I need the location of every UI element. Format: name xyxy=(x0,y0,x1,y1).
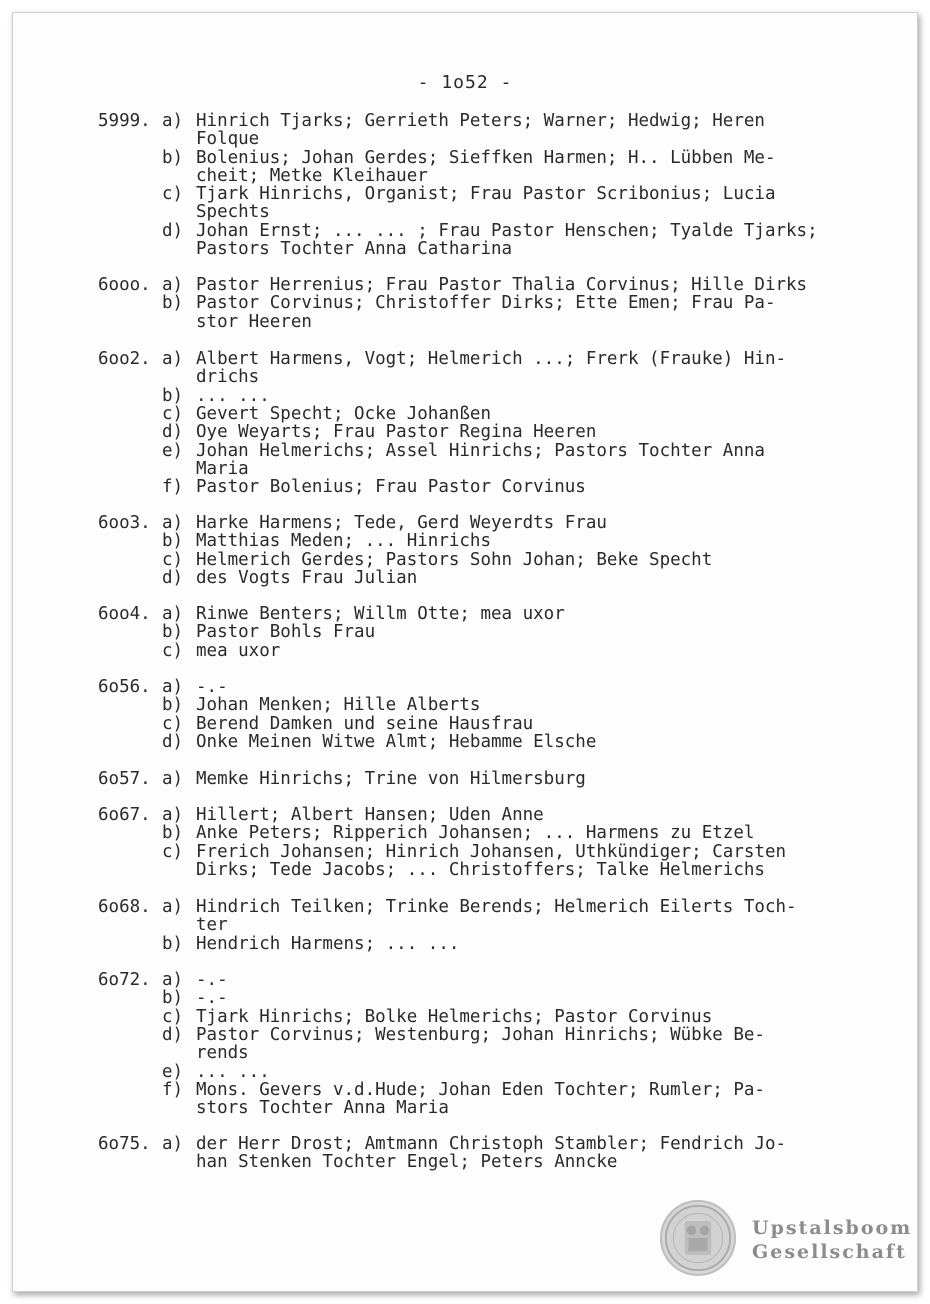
entry-number: 6o75. xyxy=(98,1134,151,1154)
item-text: Pastor Bolenius; Frau Pastor Corvinus xyxy=(196,477,586,498)
item-label: c) xyxy=(162,1006,184,1027)
entry-number: 6o56. xyxy=(98,677,151,697)
item-label: a) xyxy=(162,275,184,295)
entry-number: 5999. xyxy=(98,111,151,131)
entry-number: 6oo4. xyxy=(98,604,151,624)
item-label: b) xyxy=(162,293,184,314)
item-label: e) xyxy=(162,1061,184,1082)
item-label: f) xyxy=(162,477,184,498)
item-label: b) xyxy=(162,988,184,1009)
item-label: e) xyxy=(162,440,184,461)
item-text: Memke Hinrichs; Trine von Hilmersburg xyxy=(196,769,586,789)
item-label: a) xyxy=(162,349,184,369)
item-label: d) xyxy=(162,567,184,588)
item-label: b) xyxy=(162,695,184,716)
item-label: b) xyxy=(162,385,184,406)
item-text: -.- xyxy=(196,677,228,697)
item-text: Frerich Johansen; Hinrich Johansen, Uthkündiger; Carsten Dirks; Tede Jacobs; ... Christoffers; Talke Helmerichs xyxy=(196,841,787,880)
item-text: Tjark Hinrichs; Bolke Helmerichs; Pastor Corvinus xyxy=(196,1006,713,1027)
item-label: b) xyxy=(162,622,184,643)
item-text: Mons. Gevers v.d.Hude; Johan Eden Tochter; Rumler; Pa- stors Tochter Anna Maria xyxy=(196,1079,765,1119)
item-label: a) xyxy=(162,111,184,131)
item-text: Hinrich Tjarks; Gerrieth Peters; Warner; Hedwig; Heren Folque xyxy=(196,111,765,150)
item-text: Pastor Corvinus; Westenburg; Johan Hinrichs; Wübke Be- rends xyxy=(196,1024,765,1064)
item-label: c) xyxy=(162,184,184,205)
item-text: der Herr Drost; Amtmann Christoph Stambler; Fendrich Jo- han Stenken Tochter Engel; Peters Anncke xyxy=(196,1134,787,1173)
page-number: - 1o52 - xyxy=(417,72,513,93)
item-text: Oye Weyarts; Frau Pastor Regina Heeren xyxy=(196,422,597,443)
item-label: d) xyxy=(162,1024,184,1045)
entry-number: 6oo2. xyxy=(98,349,151,369)
item-label: c) xyxy=(162,713,184,734)
item-text: Johan Menken; Hille Alberts xyxy=(196,695,481,716)
item-text: Matthias Meden; ... Hinrichs xyxy=(196,531,492,552)
item-text: Harke Harmens; Tede, Gerd Weyerdts Frau xyxy=(196,513,607,533)
item-label: a) xyxy=(162,970,184,990)
item-label: c) xyxy=(162,549,184,570)
item-label: c) xyxy=(162,841,184,862)
item-text: Berend Damken und seine Hausfrau xyxy=(196,713,534,734)
item-text: Anke Peters; Ripperich Johansen; ... Harmens zu Etzel xyxy=(196,823,755,844)
organization-watermark xyxy=(752,1216,912,1264)
item-label: a) xyxy=(162,513,184,533)
item-text: des Vogts Frau Julian xyxy=(196,567,418,588)
item-label: b) xyxy=(162,823,184,844)
item-text: Hillert; Albert Hansen; Uden Anne xyxy=(196,805,544,825)
item-text: Pastor Bohls Frau xyxy=(196,622,376,643)
item-label: b) xyxy=(162,531,184,552)
item-text: Hendrich Harmens; ... ... xyxy=(196,933,460,954)
item-text: Bolenius; Johan Gerdes; Sieffken Harmen; H.. Lübben Me- cheit; Metke Kleihauer xyxy=(196,147,776,186)
item-label: a) xyxy=(162,897,184,917)
item-text: mea uxor xyxy=(196,640,281,661)
org-name-line1: Upstalsboom xyxy=(752,1217,913,1239)
item-text: ... ... xyxy=(196,1061,270,1082)
item-label: a) xyxy=(162,1134,184,1154)
entry-number: 6o72. xyxy=(98,970,151,990)
item-text: Pastor Herrenius; Frau Pastor Thalia Corvinus; Hille Dirks xyxy=(196,275,808,295)
entry-number: 6oo3. xyxy=(98,513,151,533)
entry-number: 6o57. xyxy=(98,769,151,789)
item-label: d) xyxy=(162,731,184,752)
item-label: a) xyxy=(162,805,184,825)
item-text: Hindrich Teilken; Trinke Berends; Helmerich Eilerts Toch- ter xyxy=(196,897,797,936)
seal-emblem-icon xyxy=(660,1200,736,1276)
item-text: Rinwe Benters; Willm Otte; mea uxor xyxy=(196,604,565,624)
item-text: Gevert Specht; Ocke Johanßen xyxy=(196,403,492,424)
item-text: Pastor Corvinus; Christoffer Dirks; Ette Emen; Frau Pa- stor Heeren xyxy=(196,293,776,332)
item-text: Albert Harmens, Vogt; Helmerich ...; Frerk (Frauke) Hin- drichs xyxy=(196,349,787,388)
item-text: -.- xyxy=(196,970,228,990)
item-text: ... ... xyxy=(196,385,270,406)
item-label: f) xyxy=(162,1079,184,1100)
entry-number: 6ooo. xyxy=(98,275,151,295)
item-text: Johan Ernst; ... ... ; Frau Pastor Henschen; Tyalde Tjarks; Pastors Tochter Anna Catharina xyxy=(196,220,818,260)
org-name-line2: Gesellschaft xyxy=(752,1241,907,1263)
item-text: -.- xyxy=(196,988,228,1009)
item-label: d) xyxy=(162,220,184,241)
item-label: d) xyxy=(162,422,184,443)
item-label: a) xyxy=(162,677,184,697)
item-label: b) xyxy=(162,147,184,168)
item-text: Helmerich Gerdes; Pastors Sohn Johan; Beke Specht xyxy=(196,549,713,570)
item-label: b) xyxy=(162,933,184,954)
item-text: Tjark Hinrichs, Organist; Frau Pastor Scribonius; Lucia Spechts xyxy=(196,184,776,223)
item-label: a) xyxy=(162,604,184,624)
entry-number: 6o67. xyxy=(98,805,151,825)
item-text: Onke Meinen Witwe Almt; Hebamme Elsche xyxy=(196,731,597,752)
item-label: c) xyxy=(162,403,184,424)
item-text: Johan Helmerichs; Assel Hinrichs; Pastors Tochter Anna Maria xyxy=(196,440,765,479)
item-label: a) xyxy=(162,769,184,789)
entry-number: 6o68. xyxy=(98,897,151,917)
item-label: c) xyxy=(162,640,184,661)
